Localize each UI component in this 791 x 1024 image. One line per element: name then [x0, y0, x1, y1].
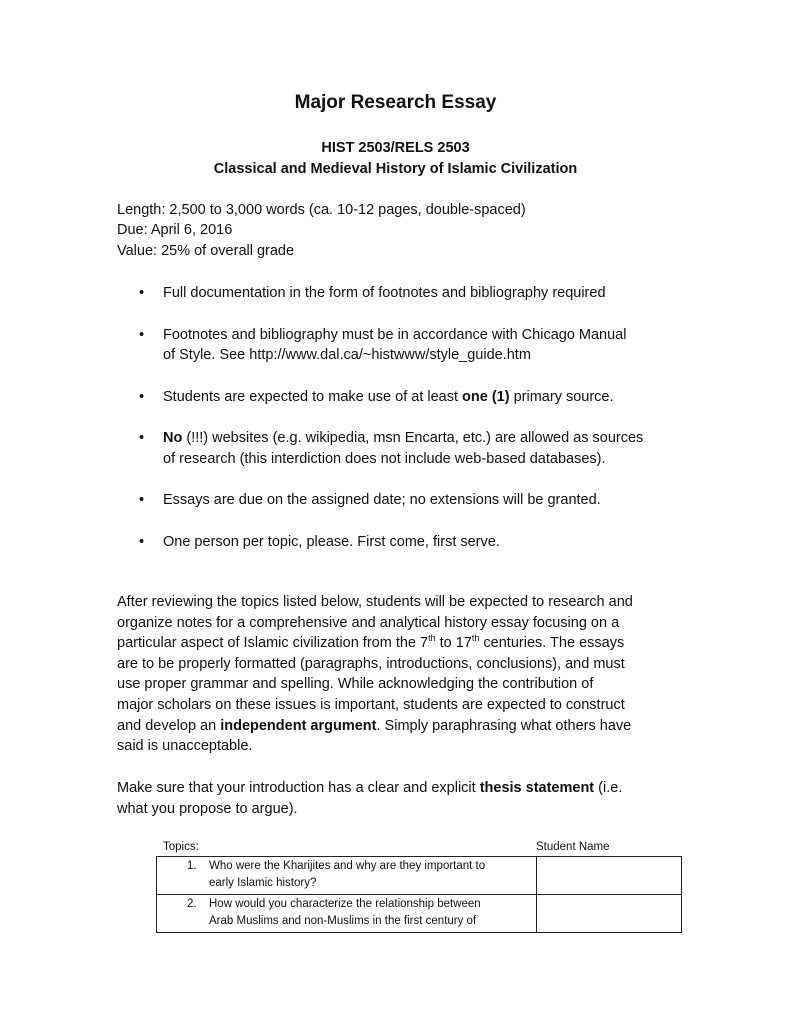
paragraph-line: and develop an [117, 717, 221, 734]
paragraph-line: After reviewing the topics listed below, students will be expected to research and [117, 594, 633, 610]
table-row [157, 857, 682, 895]
bullet-icon: • [139, 430, 145, 446]
topic-number: 1. [187, 860, 197, 872]
topic-text: early Islamic history? [209, 877, 317, 889]
paragraph-line: use proper grammar and spelling. While acknowledging the contribution of [117, 676, 594, 693]
requirements-list [117, 283, 677, 573]
emphasis-text: independent argument [220, 717, 377, 734]
bullet-icon: • [139, 388, 145, 405]
list-item-text: Students are expected to make use of at least [163, 388, 463, 405]
document-title: Major Research Essay [294, 92, 497, 113]
bullet-icon: • [139, 492, 145, 508]
student-name-header: Student Name [536, 841, 610, 853]
list-item-text: One person per topic, please. First come, first serve. [163, 533, 500, 550]
topics-table [156, 839, 682, 933]
list-item [117, 325, 677, 366]
paragraph-line: . Simply paraphrasing what others have [376, 717, 632, 734]
emphasis-text: one (1) [462, 388, 510, 405]
course-code: HIST 2503/RELS 2503 [321, 140, 470, 156]
course-name: Classical and Medieval History of Islamic Civilization [213, 161, 578, 177]
topic-cell [157, 895, 537, 933]
paragraph-line: are to be properly formatted (paragraphs, introductions, conclusions), and must [117, 655, 625, 672]
paragraph-line: particular aspect of Islamic civilization from the 7 [117, 635, 429, 652]
list-item [117, 283, 677, 304]
paragraph-line: centuries. The essays [479, 635, 625, 652]
paragraph-line: (i.e. [594, 780, 623, 796]
paragraph-line: Make sure that your introduction has a clear and explicit [117, 780, 480, 796]
list-item-text: (!!!) websites (e.g. wikipedia, msn Encarta, etc.) are allowed as sources [182, 430, 644, 446]
table-row [157, 895, 682, 933]
emphasis-text: thesis statement [479, 780, 595, 796]
topic-text: Who were the Kharijites and why are they important to [209, 860, 486, 872]
ordinal-suffix: th [428, 633, 436, 644]
list-item-text: of Style. See http://www.dal.ca/~histwww/style_guide.htm [163, 347, 531, 363]
bullet-icon: • [139, 326, 145, 343]
topic-text: Arab Muslims and non-Muslims in the first century of [209, 915, 477, 927]
due-line: Due: April 6, 2016 [117, 222, 233, 238]
emphasis-text: No [163, 430, 183, 446]
bullet-icon: • [139, 533, 145, 550]
paragraph-line: what you propose to argue). [117, 800, 298, 817]
list-item [117, 428, 677, 469]
topic-cell [157, 857, 537, 895]
topics-header: Topics: [163, 841, 199, 853]
instructions-paragraph [117, 592, 683, 757]
list-item-text: Full documentation in the form of footnotes and bibliography required [163, 285, 606, 301]
bullet-icon: • [139, 285, 145, 301]
topic-text: How would you characterize the relationship between [209, 898, 481, 910]
table-header [156, 839, 682, 856]
list-item-text: Footnotes and bibliography must be in accordance with Chicago Manual [163, 326, 627, 343]
paragraph-line: to 17 [435, 635, 472, 652]
topics-grid [156, 856, 682, 933]
topic-number: 2. [187, 898, 197, 910]
paragraph-line: major scholars on these issues is important, students are expected to construct [117, 696, 625, 713]
list-item-text: primary source. [509, 388, 614, 405]
length-line: Length: 2,500 to 3,000 words (ca. 10-12 pages, double-spaced) [117, 202, 526, 218]
value-line: Value: 25% of overall grade [117, 243, 295, 259]
thesis-paragraph [117, 778, 683, 819]
student-name-cell[interactable] [537, 895, 682, 933]
paragraph-line: organize notes for a comprehensive and analytical history essay focusing on a [117, 614, 620, 631]
list-item [117, 490, 677, 511]
paragraph-line: said is unacceptable. [117, 738, 253, 755]
list-item [117, 532, 677, 553]
ordinal-suffix: th [471, 633, 480, 644]
student-name-cell[interactable] [537, 857, 682, 895]
list-item-text: of research (this interdiction does not include web-based databases). [163, 450, 606, 467]
list-item [117, 387, 677, 408]
list-item-text: Essays are due on the assigned date; no extensions will be granted. [163, 492, 601, 508]
